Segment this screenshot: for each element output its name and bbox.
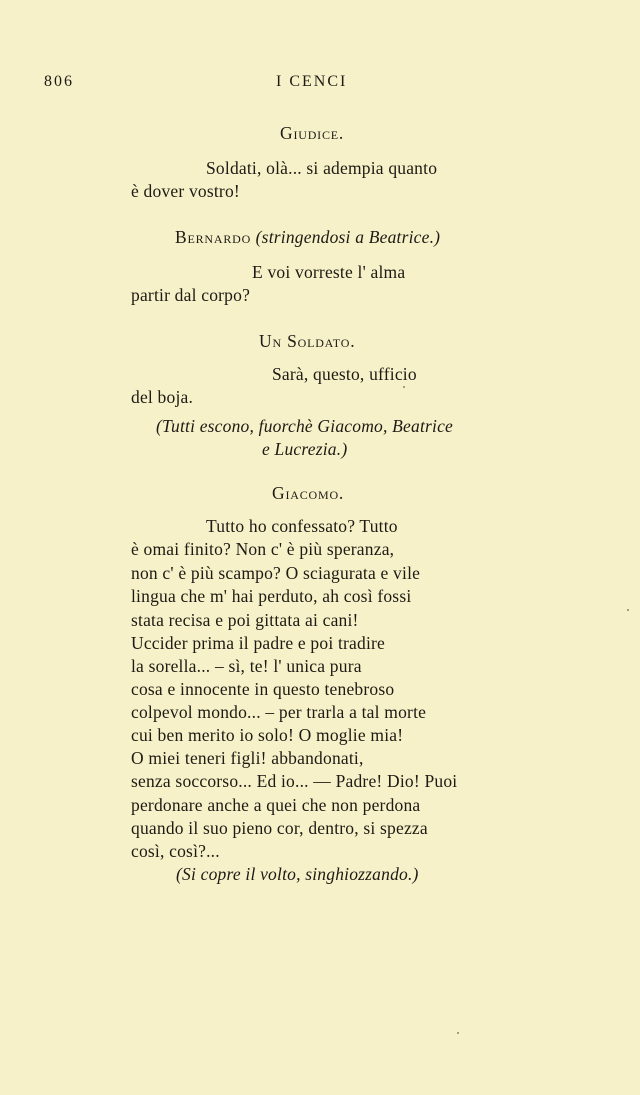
verse-line: partir dal corpo?	[131, 285, 251, 305]
verse-line: del boja.	[131, 387, 194, 407]
speaker-bernardo-block	[175, 226, 440, 249]
speaker-bernardo: Bernardo	[175, 227, 252, 247]
verse-line: Tutto ho confessato? Tutto	[206, 516, 398, 536]
paper-speck	[457, 1032, 459, 1034]
verse-line: stata recisa e poi gittata ai cani!	[131, 610, 359, 630]
paper-speck	[627, 609, 629, 611]
verse-line: Soldati, olà... si adempia quanto	[206, 158, 438, 178]
verse-line: O miei teneri figli! abbandonati,	[131, 748, 364, 768]
speaker-soldato: Un Soldato.	[259, 331, 356, 351]
verse-line: Uccider prima il padre e poi tradire	[131, 633, 386, 653]
verse-line: senza soccorso... Ed io... — Padre! Dio! Puoi	[131, 771, 458, 791]
verse-line: è omai finito? Non c' è più speranza,	[131, 539, 395, 559]
verse-line: Sarà, questo, ufficio	[272, 364, 417, 384]
speaker-giacomo: Giacomo.	[272, 483, 345, 503]
verse-line: cui ben merito io solo! O moglie mia!	[131, 725, 404, 745]
page-number: 806	[44, 73, 74, 90]
verse-line: perdonare anche a quei che non perdona	[131, 795, 421, 815]
paper-speck	[403, 386, 405, 388]
verse-line: E voi vorreste l' alma	[252, 262, 406, 282]
verse-line: non c' è più scampo? O sciagurata e vile	[131, 563, 421, 583]
stage-direction: (stringendosi a Beatrice.)	[255, 227, 441, 247]
running-title: I CENCI	[276, 73, 348, 90]
verse-line: è dover vostro!	[131, 181, 240, 201]
verse-line: la sorella... – sì, te! l' unica pura	[131, 656, 362, 676]
verse-line: colpevol mondo... – per trarla a tal morte	[131, 702, 427, 722]
verse-line: cosa e innocente in questo tenebroso	[131, 679, 395, 699]
verse-line: lingua che m' hai perduto, ah così fossi	[131, 586, 412, 606]
stage-direction: (Tutti escono, fuorchè Giacomo, Beatrice	[156, 416, 454, 436]
stage-direction: e Lucrezia.)	[262, 439, 348, 459]
verse-line: così, così?...	[131, 841, 220, 861]
speaker-giudice: Giudice.	[280, 123, 345, 143]
stage-direction: (Si copre il volto, singhiozzando.)	[176, 864, 419, 884]
verse-line: quando il suo pieno cor, dentro, si spezza	[131, 818, 428, 838]
